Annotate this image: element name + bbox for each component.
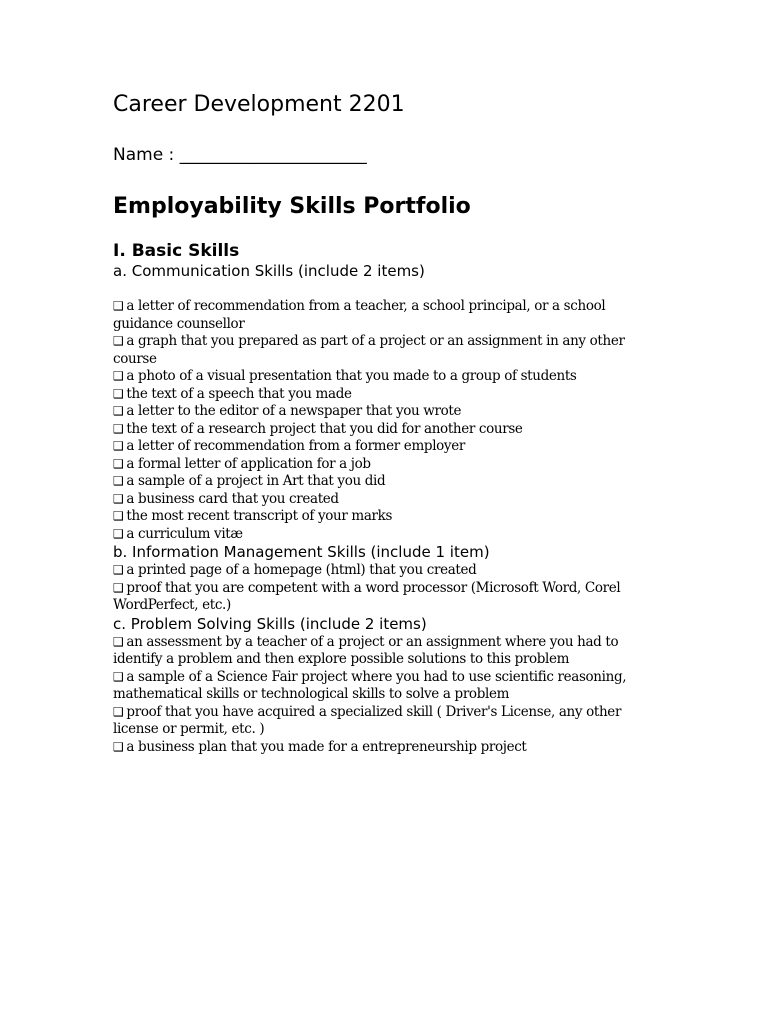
checkbox-icon: ❑ <box>113 386 124 401</box>
checklist-communication <box>113 298 653 543</box>
checklist-item-label: the text of a research project that you did for another course <box>126 420 523 437</box>
checkbox-icon: ❑ <box>113 299 124 313</box>
checklist-item <box>113 473 653 491</box>
checklist-item-label: a letter of recommendation from a teacher, a school principal, or a school guidance counsellor <box>113 298 606 332</box>
checklist-item <box>113 562 653 580</box>
checkbox-icon: ❑ <box>113 456 124 471</box>
checkbox-icon: ❑ <box>113 509 124 523</box>
document-page <box>113 88 653 756</box>
subsection-information-management <box>113 543 653 615</box>
checkbox-icon: ❑ <box>113 334 124 348</box>
checklist-item-label: a formal letter of application for a job <box>126 455 371 472</box>
subsection-heading-information-management: b. Information Management Skills (include 1 item) <box>113 543 490 561</box>
subsection-communication-skills <box>113 262 653 543</box>
checklist-item <box>113 634 653 669</box>
checklist-item <box>113 739 653 757</box>
checklist-item-label: a business card that you created <box>126 490 339 507</box>
checklist-information-management <box>113 562 653 615</box>
checklist-item-label: a photo of a visual presentation that you made to a group of students <box>126 368 577 384</box>
checklist-item-label: proof that you have acquired a specialized skill ( Driver's License, any other license or permit, etc. ) <box>113 703 622 737</box>
checklist-item-label: a letter of recommendation from a former employer <box>126 438 465 454</box>
subsection-heading-problem-solving: c. Problem Solving Skills (include 2 items) <box>113 614 427 633</box>
checklist-item <box>113 403 653 421</box>
checklist-item-label: the text of a speech that you made <box>126 385 352 402</box>
checklist-item <box>113 298 653 333</box>
checklist-item <box>113 580 653 615</box>
subsection-heading-communication: a. Communication Skills (include 2 items) <box>113 262 425 280</box>
subsection-problem-solving <box>113 615 653 757</box>
checkbox-icon: ❑ <box>113 704 124 719</box>
document-title: Career Development 2201 <box>113 92 405 117</box>
checkbox-icon: ❑ <box>113 526 124 541</box>
checklist-item-label: a sample of a Science Fair project where you had to use scientific reasoning, mathematical skills or technological skills to solve a problem <box>113 668 627 702</box>
checklist-item <box>113 526 653 544</box>
checklist-item-label: a curriculum vitæ <box>126 525 243 542</box>
checkbox-icon: ❑ <box>113 491 124 506</box>
checkbox-icon: ❑ <box>113 474 124 488</box>
checkbox-icon: ❑ <box>113 739 124 754</box>
checklist-item-label: proof that you are competent with a word processor (Microsoft Word, Corel WordPerfect, etc.) <box>113 579 621 613</box>
checklist-item <box>113 508 653 526</box>
name-field-line: Name : ______________________ <box>113 145 367 165</box>
checklist-item-label: a letter to the editor of a newspaper that you wrote <box>126 403 462 419</box>
checklist-item <box>113 333 653 368</box>
checklist-item <box>113 368 653 386</box>
checkbox-icon: ❑ <box>113 563 124 577</box>
checklist-item <box>113 491 653 509</box>
checkbox-icon: ❑ <box>113 439 124 453</box>
checkbox-icon: ❑ <box>113 634 124 649</box>
checklist-item-label: the most recent transcript of your marks <box>126 508 393 524</box>
section-heading-basic-skills: I. Basic Skills <box>113 241 240 261</box>
checkbox-icon: ❑ <box>113 580 124 595</box>
checklist-item-label: a business plan that you made for a entrepreneurship project <box>126 738 527 755</box>
checkbox-icon: ❑ <box>113 404 124 418</box>
checkbox-icon: ❑ <box>113 669 124 684</box>
checklist-item <box>113 669 653 704</box>
checklist-item-label: a graph that you prepared as part of a project or an assignment in any other course <box>113 333 625 367</box>
portfolio-title: Employability Skills Portfolio <box>113 194 471 219</box>
checklist-item <box>113 386 653 404</box>
checklist-item <box>113 421 653 439</box>
checklist-item <box>113 456 653 474</box>
checkbox-icon: ❑ <box>113 369 124 383</box>
checklist-item <box>113 438 653 456</box>
checklist-problem-solving <box>113 634 653 757</box>
checklist-item-label: a sample of a project in Art that you did <box>126 473 386 489</box>
checkbox-icon: ❑ <box>113 421 124 436</box>
checklist-item-label: a printed page of a homepage (html) that you created <box>126 562 477 578</box>
checklist-item <box>113 704 653 739</box>
checklist-item-label: an assessment by a teacher of a project or an assignment where you had to identify a problem and then explore possible solutions to this problem <box>113 633 619 667</box>
